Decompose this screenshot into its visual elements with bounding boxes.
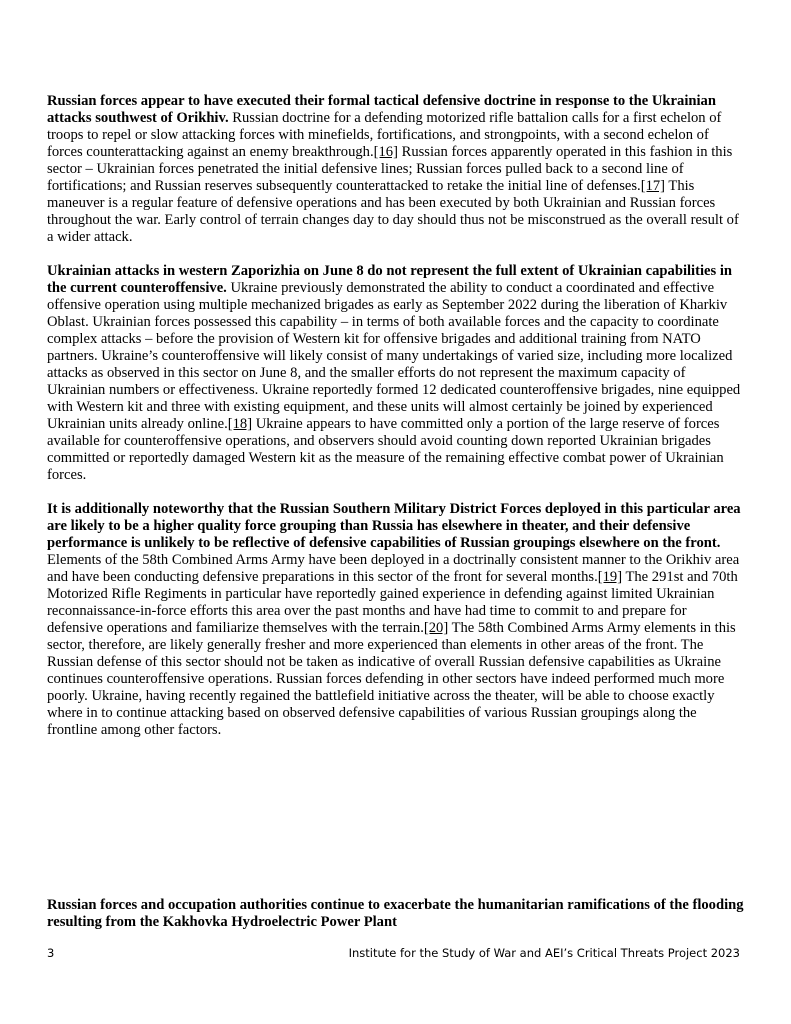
page-number: 3 — [47, 946, 55, 960]
paragraph-text: Ukraine appears to have committed only a portion of the large reserve of forces available for counteroffensive operations, and observers should avoid counting down reported Ukrainian brigades committed or reportedly damaged Western kit as the measure of the remaining effective combat power of Ukrainian forces. — [47, 416, 724, 483]
paragraph-lead: It is additionally noteworthy that the Russian Southern Military District Forces deployed in this particular area are likely to be a higher quality force grouping than Russia has elsewhere in theater, and their defensive performance is unlikely to be reflective of defensive capabilities of Russian groupings elsewhere on the front. — [47, 501, 741, 551]
footnote-link[interactable]: [20] — [423, 620, 449, 636]
paragraph-text: The 58th Combined Arms Army elements in this sector, therefore, are likely generally fresher and more experienced than elements in other areas of the front. The Russian defense of this sector should not be taken as indicative of overall Russian defensive capabilities as Ukraine continues counteroffensive operations. Russian forces defending in other sectors have indeed performed much more poorly. Ukraine, having recently regained the battlefield initiative across the theater, will be able to choose exactly where in to continue attacking based on observed defensive capabilities of various Russian groupings along the frontline among other factors. — [47, 620, 736, 738]
paragraph-text: Russian doctrine for a defending motorized rifle battalion calls for a first echelon of troops to repel or slow attacking forces with minefields, fortifications, and strongpoints, with a second echelon of forces counterattacking against an enemy breakthrough. — [47, 110, 722, 160]
footnote-link[interactable]: [19] — [597, 569, 623, 585]
paragraph-lead: Ukrainian attacks in western Zaporizhia on June 8 do not represent the full extent of Ukrainian capabilities in the current counteroffensive. — [47, 263, 732, 296]
paragraph-lead: Russian forces appear to have executed their formal tactical defensive doctrine in response to the Ukrainian attacks southwest of Orikhiv. — [47, 93, 716, 126]
paragraph-ukrainian-capabilities — [47, 263, 744, 484]
paragraph-text: The 291st and 70th Motorized Rifle Regiments in particular have reportedly gained experience in defending against limited Ukrainian reconnaissance-in-force efforts this area over the past months and have had time to commit to and prepare for defensive operations and familiarize themselves with the terrain. — [47, 569, 738, 636]
footnote-link[interactable]: [16] — [373, 144, 398, 160]
section-heading-humanitarian: Russian forces and occupation authorities continue to exacerbate the humanitarian ramifications of the flooding resulting from the Kakhovka Hydroelectric Power Plant — [47, 897, 744, 930]
paragraph-orikhiv-doctrine — [47, 93, 744, 246]
paragraph-text: Ukraine previously demonstrated the ability to conduct a coordinated and effective offensive operation using multiple mechanized brigades as early as September 2022 during the liberation of Kharkiv Oblast. Ukrainian forces possessed this capability – in terms of both available forces and the capacity to coordinate complex attacks – before the provision of Western kit for offensive brigades and additional training from NATO partners. Ukraine’s counteroffensive will likely consist of many undertakings of varied size, including more localized attacks as observed in this sector on June 8, and the smaller efforts do not represent the maximum capacity of Ukrainian numbers or effectiveness. Ukraine reportedly formed 12 dedicated counteroffensive brigades, nine equipped with Western kit and three with existing equipment, and these units will almost certainly be joined by experienced Ukrainian units already online. — [47, 280, 741, 432]
footnote-link[interactable]: [18] — [227, 416, 253, 432]
document-body — [47, 93, 744, 756]
paragraph-russian-southern-forces — [47, 501, 744, 739]
footer-organization: Institute for the Study of War and AEI’s Critical Threats Project 2023 — [348, 946, 740, 960]
footnote-link[interactable]: [17] — [640, 178, 666, 194]
paragraph-text: Elements of the 58th Combined Arms Army have been deployed in a doctrinally consistent manner to the Orikhiv area and have been conducting defensive preparations in this sector of the front for several months. — [47, 552, 740, 585]
paragraph-text: This maneuver is a regular feature of defensive operations and has been executed by both Ukrainian and Russian forces throughout the war. Early control of terrain changes day to day should thus not be misconstrued as the overall result of a wider attack. — [47, 178, 739, 245]
paragraph-text: Russian forces apparently operated in this fashion in this sector – Ukrainian forces penetrated the initial defensive lines; Russian forces pulled back to a second line of fortifications; and Russian reserves subsequently counterattacked to retake the initial line of defenses. — [47, 144, 733, 194]
